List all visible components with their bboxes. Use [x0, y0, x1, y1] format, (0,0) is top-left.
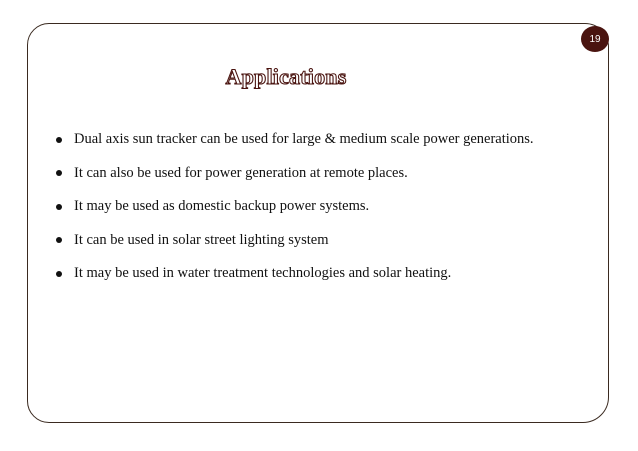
- bullet-text: It can be used in solar street lighting system: [74, 231, 329, 248]
- bullet-icon: [56, 204, 62, 210]
- bullet-icon: [56, 137, 62, 143]
- slide-title: Applications: [225, 64, 347, 89]
- bullet-text: It can also be used for power generation at remote places.: [74, 164, 408, 181]
- bullet-icon: [56, 170, 62, 176]
- page-number: 19: [589, 33, 601, 45]
- bullet-icon: [56, 271, 62, 277]
- bullet-icon: [56, 237, 62, 243]
- bullet-text: It may be used as domestic backup power systems.: [74, 198, 370, 214]
- bullet-text: It may be used in water treatment technologies and solar heating.: [74, 265, 452, 281]
- page-number-badge: [581, 26, 609, 52]
- bullet-text: Dual axis sun tracker can be used for large & medium scale power generations.: [74, 131, 534, 147]
